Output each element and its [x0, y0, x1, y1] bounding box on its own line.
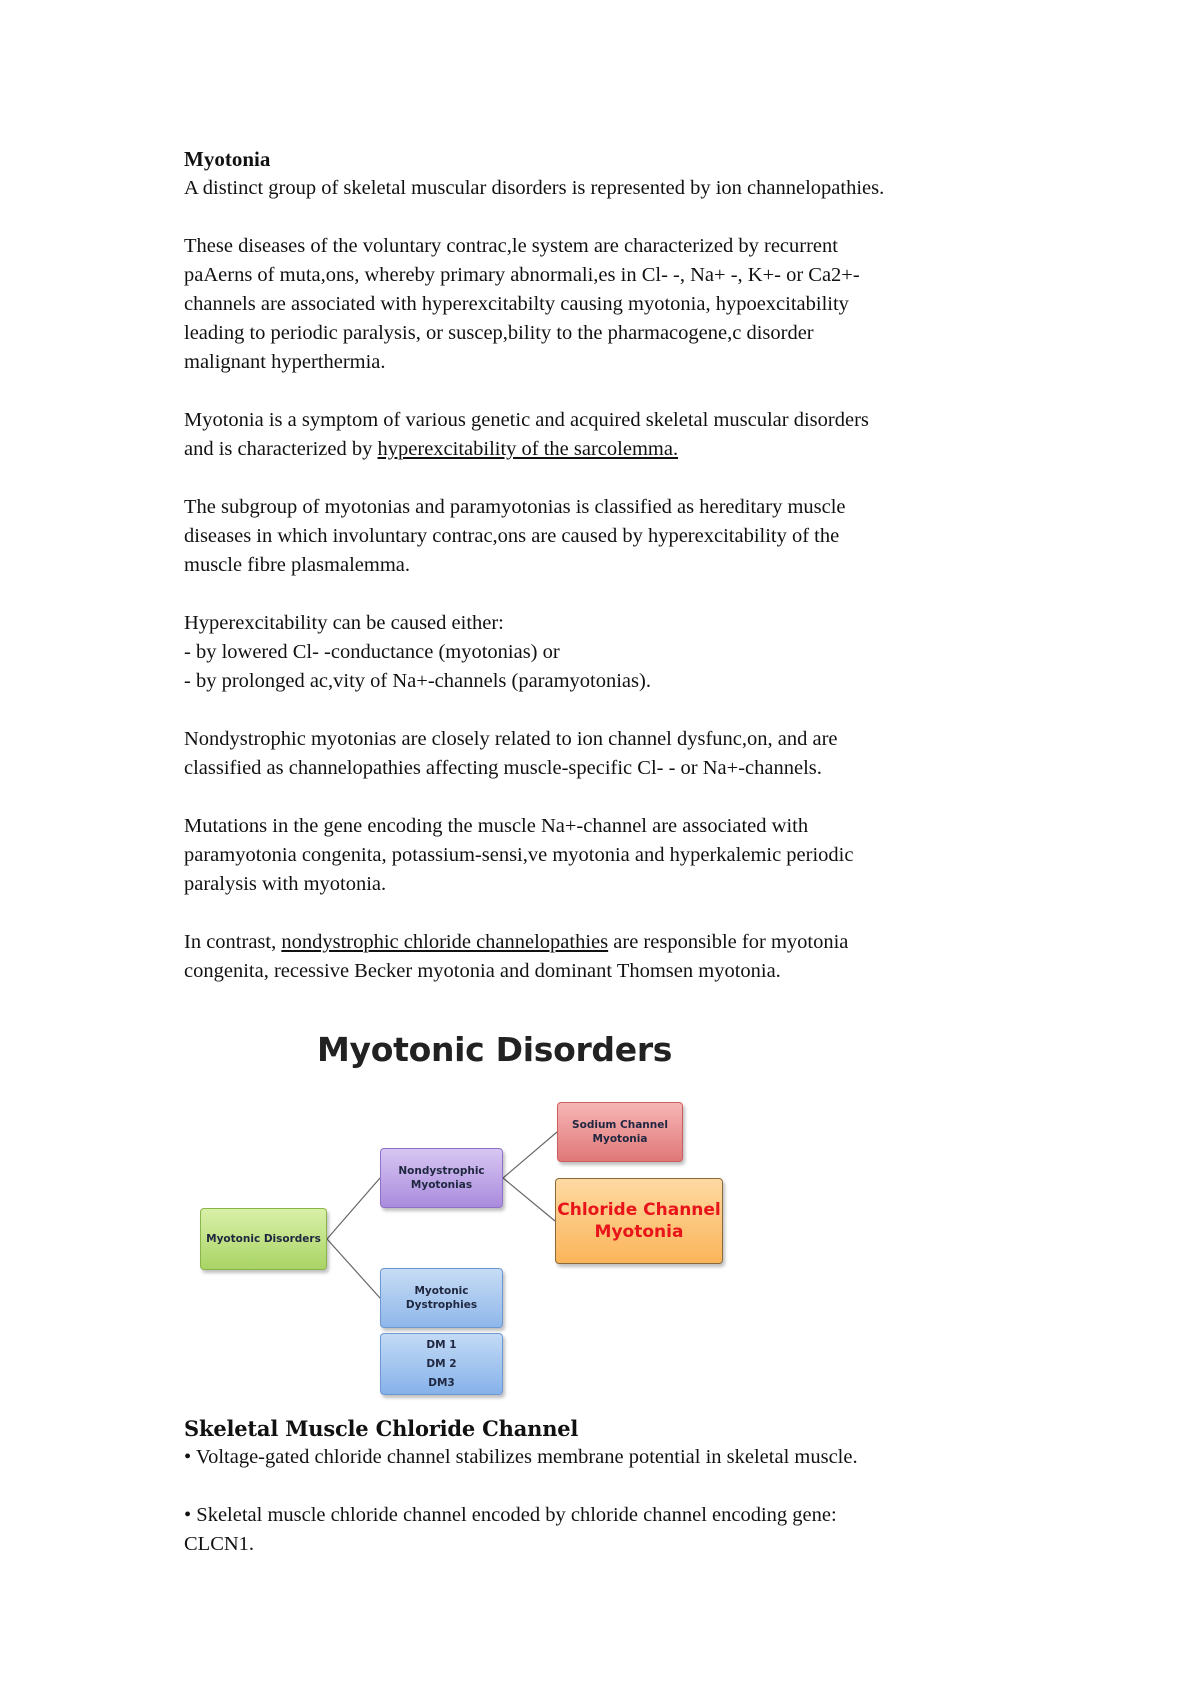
gene-name: CLCN1. — [184, 1533, 255, 1555]
underlined-sarcolemma: hyperexcitability of the sarcolemma. — [377, 438, 679, 460]
node-sodium-channel-myotonia: Sodium Channel Myotonia — [557, 1102, 683, 1162]
node-myotonic-dystrophies: Myotonic Dystrophies — [380, 1268, 503, 1328]
paragraph-symptom: Myotonia is a symptom of various genetic and acquired skeletal muscular disorders and is characterized by hyperexcitability of the sarcolemma. — [184, 409, 869, 460]
dm3-label: DM3 — [428, 1376, 455, 1389]
paragraph-in-contrast: In contrast, nondystrophic chloride channelopathies are responsible for myotonia congenita, recessive Becker myotonia and dominant Thomsen myotonia. — [184, 931, 849, 982]
connector-root-dystrophies — [327, 1239, 380, 1298]
section2-heading: Skeletal Muscle Chloride Channel — [184, 1416, 579, 1441]
node-chloride-channel-myotonia: Chloride Channel Myotonia — [555, 1178, 723, 1264]
intro-paragraph: A distinct group of skeletal muscular disorders is represented by ion channelopathies. — [184, 177, 885, 199]
bullet-voltage-gated: • Voltage-gated chloride channel stabilizes membrane potential in skeletal muscle. — [184, 1446, 858, 1468]
connector-nondystrophic-sodium — [503, 1132, 557, 1178]
node-dm-types — [380, 1333, 503, 1395]
paragraph-voluntary-system: These diseases of the voluntary contrac,le system are characterized by recurrent paAerns of muta,ons, whereby primary abnormali,es in Cl- -, Na+ -, K+- or Ca2+- channels are associated with hyperexcitabilty causing myotonia, hypoexcitability leading to periodic paralysis, or suscep,bility to the pharmacogene,c disorder malignant hyperthermia. — [184, 235, 860, 373]
myotonic-disorders-diagram — [195, 1030, 740, 1395]
diagram-title: Myotonic Disorders — [317, 1030, 673, 1069]
paragraph-mutations: Mutations in the gene encoding the muscle Na+-channel are associated with paramyotonia congenita, potassium-sensi,ve myotonia and hyperkalemic periodic paralysis with myotonia. — [184, 815, 854, 895]
connector-nondystrophic-chloride — [503, 1178, 555, 1221]
bullet-clcn1: • Skeletal muscle chloride channel encoded by chloride channel encoding gene: — [184, 1504, 837, 1526]
chloride-channel-section — [184, 1414, 1064, 1559]
paragraph-nondystrophic: Nondystrophic myotonias are closely related to ion channel dysfunc,on, and are classified as channelopathies affecting muscle-specific Cl- - or Na+-channels. — [184, 728, 838, 779]
myotonia-section — [184, 145, 1064, 986]
section-heading: Myotonia — [184, 147, 271, 171]
underlined-chloride-channelopathies: nondystrophic chloride channelopathies — [281, 931, 609, 953]
paragraph-hyperexcitability: Hyperexcitability can be caused either: - by lowered Cl- -conductance (myotonias) or - by prolonged ac,vity of Na+-channels (paramyotonias). — [184, 612, 651, 692]
node-myotonic-disorders: Myotonic Disorders — [200, 1208, 327, 1270]
connector-root-nondystrophic — [327, 1178, 380, 1239]
node-nondystrophic-myotonias: Nondystrophic Myotonias — [380, 1148, 503, 1208]
dm1-label: DM 1 — [426, 1338, 457, 1351]
dm2-label: DM 2 — [426, 1357, 457, 1370]
paragraph-subgroup: The subgroup of myotonias and paramyotonias is classified as hereditary muscle diseases in which involuntary contrac,ons are caused by hyperexcitability of the muscle fibre plasmalemma. — [184, 496, 846, 576]
